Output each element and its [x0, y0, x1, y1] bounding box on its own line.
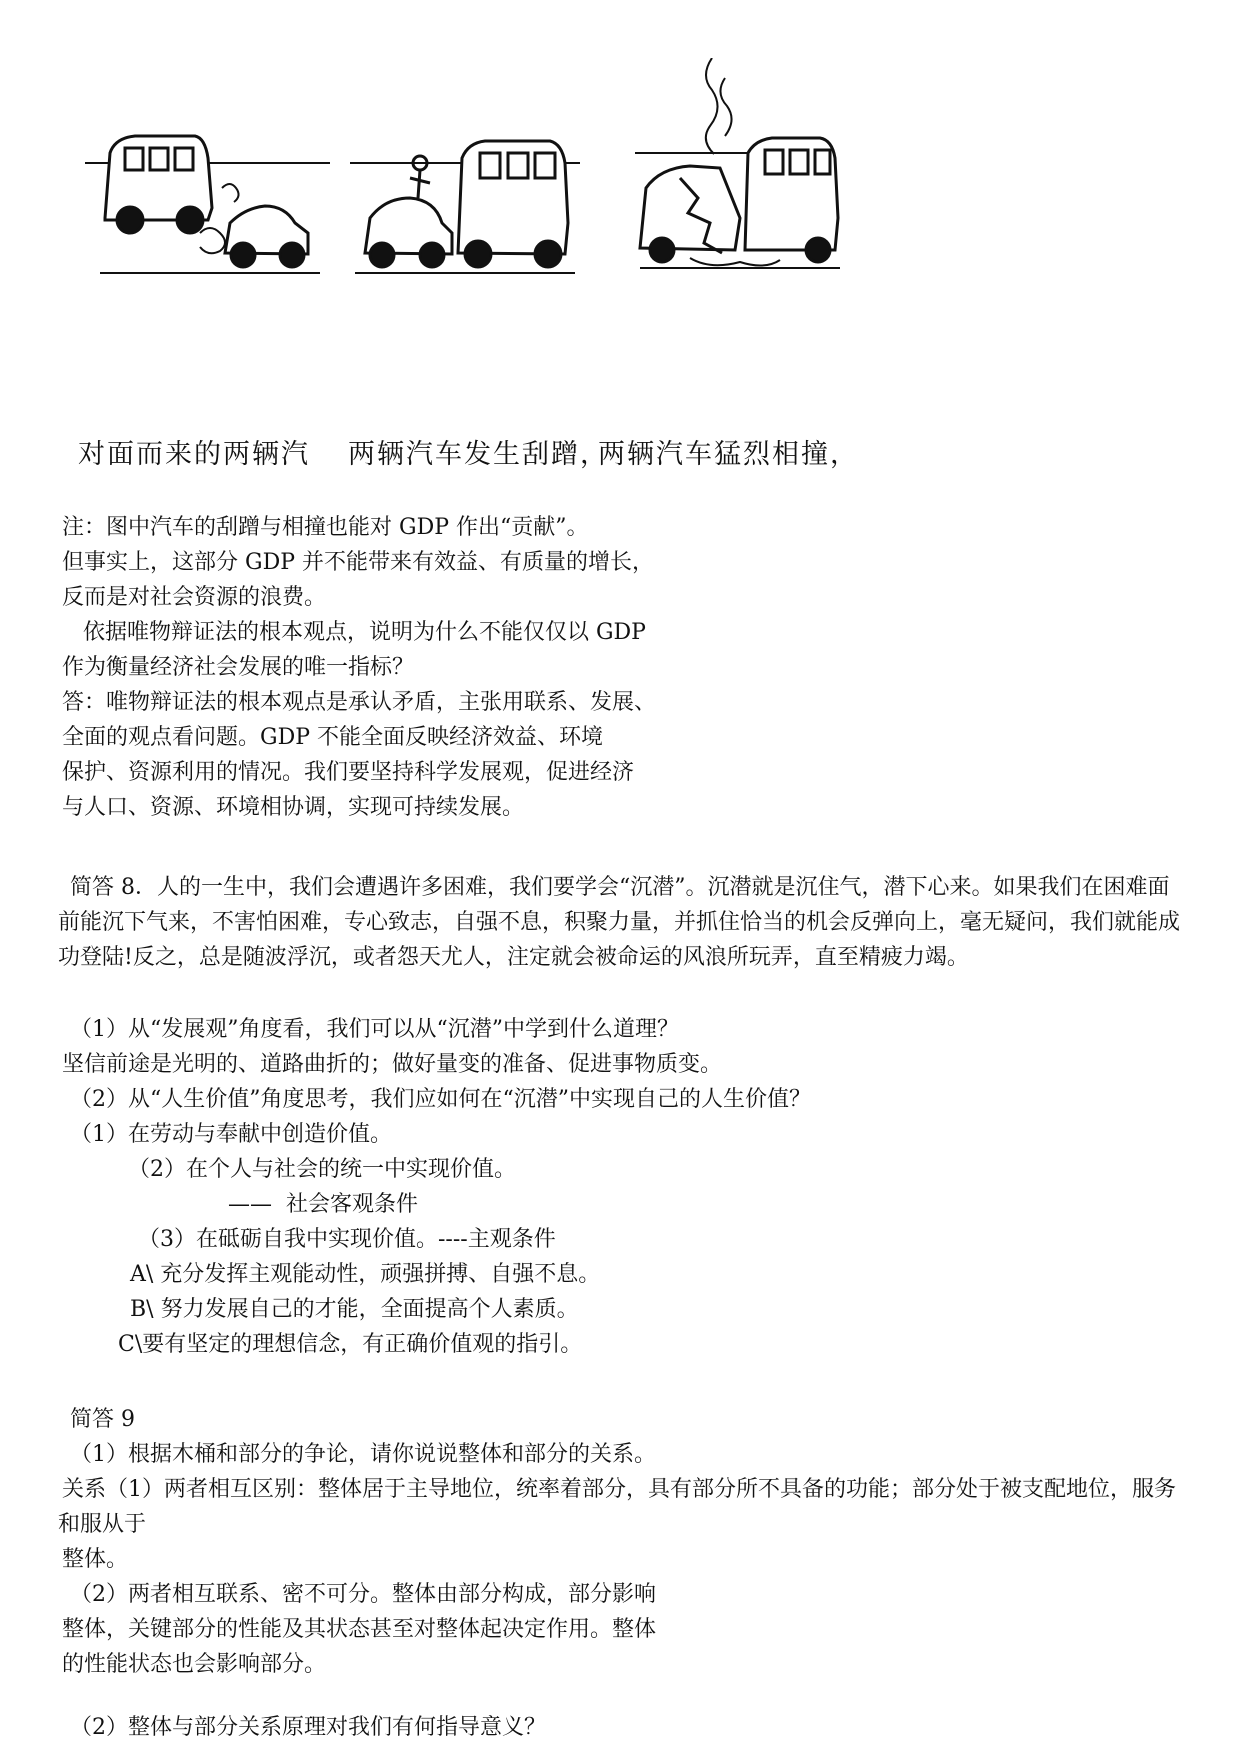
note-line: 与人口、资源、环境相协调，实现可持续发展。: [62, 795, 525, 820]
note-line: 依据唯物辩证法的根本观点，说明为什么不能仅仅以 GDP: [62, 620, 646, 645]
q9-question-1: （1）根据木桶和部分的争论，请你说说整体和部分的关系。: [70, 1442, 656, 1467]
caption-line: 两辆汽车发生刮蹭，: [348, 439, 609, 470]
panel-crash: [635, 58, 840, 268]
note-line: 答：唯物辩证法的根本观点是承认矛盾，主张用联系、发展、: [62, 690, 657, 715]
panel-scrape: [350, 141, 580, 273]
caption-line: 对面而来的两辆汽: [78, 439, 310, 470]
q8-line: （1）从“发展观”角度看，我们可以从“沉潜”中学到什么道理？: [70, 1017, 679, 1042]
q9-relation-2-line: 整体，关键部分的性能及其状态甚至对整体起决定作用。整体: [62, 1617, 657, 1642]
q9-relation-2-line: 的性能状态也会影响部分。: [62, 1652, 327, 1677]
q8-line: （2）从“人生价值”角度思考，我们应如何在“沉潜”中实现自己的人生价值？: [70, 1087, 811, 1112]
note-line: 但事实上，这部分 GDP 并不能带来有效益、有质量的增长，: [62, 550, 655, 575]
note-line: 作为衡量经济社会发展的唯一指标？: [62, 655, 415, 680]
q9-relation-2-line: （2）两者相互联系、密不可分。整体由部分构成，部分影响: [70, 1582, 656, 1607]
q8-line: C\要有坚定的理想信念，有正确价值观的指引。: [118, 1332, 583, 1357]
q9-question-2: （2）整体与部分关系原理对我们有何指导意义？: [70, 1715, 546, 1740]
note-line: 保护、资源利用的情况。我们要坚持科学发展观，促进经济: [62, 760, 635, 785]
caption-col3: [598, 300, 859, 470]
q8-line: B\ 努力发展自己的才能，全面提高个人素质。: [130, 1297, 579, 1322]
note-line: 注：图中汽车的刮蹭与相撞也能对 GDP 作出“贡献”。: [62, 515, 589, 540]
q8-line: （3）在砥砺自我中实现价值。----主观条件: [138, 1227, 556, 1252]
note-line: 全面的观点看问题。GDP 不能全面反映经济效益、环境: [62, 725, 604, 750]
q9-relation-1-end: 整体。: [62, 1547, 129, 1572]
q9-relation-1: 关系（1）两者相互区别：整体居于主导地位，统率着部分，具有部分所不具备的功能；部分处于被支配地位，服务和服从于: [58, 1477, 1177, 1537]
caption-col2: [348, 300, 609, 470]
q8-line: —— 社会客观条件: [228, 1192, 418, 1217]
cartoon-captions: [70, 300, 970, 470]
caption-line: 两辆汽车猛烈相撞，: [598, 439, 859, 470]
q8-line: A\ 充分发挥主观能动性，顽强拼搏、自强不息。: [130, 1262, 601, 1287]
car-accident-cartoon: [80, 58, 940, 288]
q9-title: 简答 9: [70, 1407, 135, 1432]
note-line: 反而是对社会资源的浪费。: [62, 585, 327, 610]
caption-col1: [78, 300, 310, 470]
q8-intro: 简答 8．人的一生中，我们会遭遇许多困难，我们要学会“沉潜”。沉潜就是沉住气，潜下心来。如果我们在困难面前能沉下气来，不害怕困难，专心致志，自强不息，积聚力量，并抓住恰当的机会反弹向上，毫无疑问，我们就能成功登陆!反之，总是随波浮沉，或者怨天尤人，注定就会被命运的风浪所玩弄，直至精疲力竭。: [58, 875, 1181, 970]
q8-line: 坚信前途是光明的、道路曲折的；做好量变的准备、促进事物质变。: [62, 1052, 723, 1077]
q8-line: （1）在劳动与奉献中创造价值。: [70, 1122, 392, 1147]
panel-safe-passing: [85, 136, 330, 273]
q8-line: （2）在个人与社会的统一中实现价值。: [128, 1157, 516, 1182]
